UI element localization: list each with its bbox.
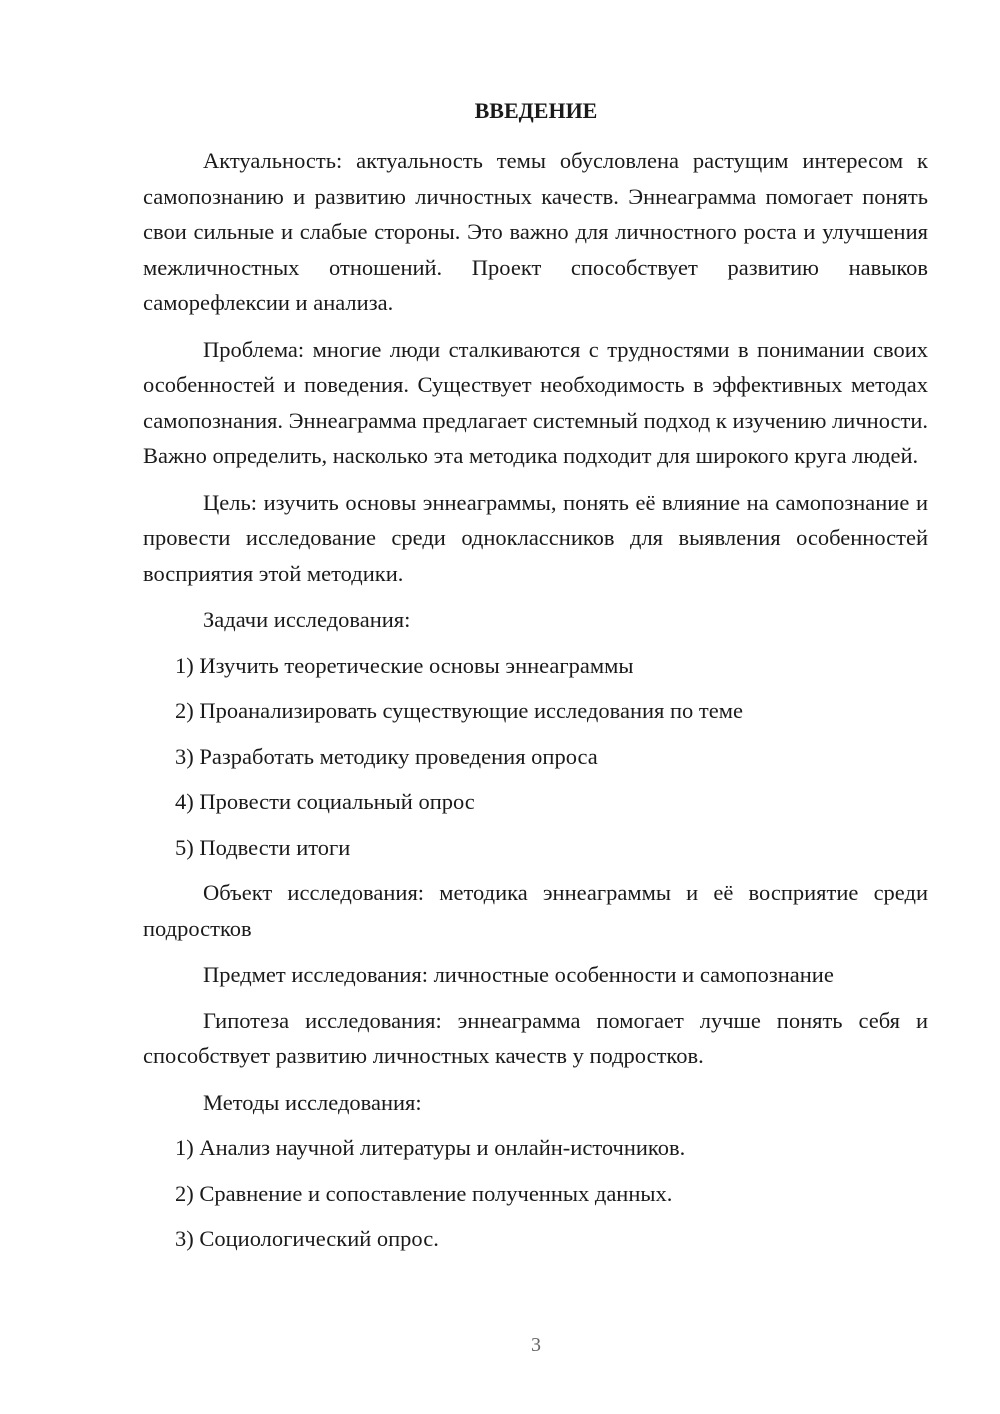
methods-heading: Методы исследования:: [203, 1089, 422, 1115]
goal-paragraph: Цель: изучить основы эннеаграммы, понять её влияние на самопознание и провести исследование среди одноклассников для выявления особенностей восприятия этой методики.: [143, 489, 928, 586]
problem-paragraph: Проблема: многие люди сталкиваются с трудностями в понимании своих особенностей и поведения. Существует необходимость в эффективных методах самопознания. Эннеаграмма предлагает системный подход к изучению личности. Важно определить, насколько эта методика подходит для широкого круга людей.: [143, 336, 928, 468]
subject-paragraph: Предмет исследования: личностные особенности и самопознание: [203, 962, 834, 987]
list-item: 3) Разработать методику проведения опроса: [175, 743, 598, 769]
document-body: [143, 143, 928, 1267]
methods-list: [143, 1130, 928, 1257]
tasks-list: [143, 648, 928, 866]
page-number: 3: [531, 1334, 541, 1356]
list-item: 3) Социологический опрос.: [175, 1226, 439, 1251]
relevance-paragraph: Актуальность: актуальность темы обусловлена растущим интересом к самопознанию и развитию личностных качеств. Эннеаграмма помогает понять свои сильные и слабые стороны. Это важно для личностного роста и улучшения межличностных отношений. Проект способствует развитию навыков саморефлексии и анализа.: [143, 148, 928, 315]
page-title: ВВЕДЕНИЕ: [474, 98, 598, 123]
list-item: 5) Подвести итоги: [175, 834, 351, 860]
tasks-heading: Задачи исследования:: [203, 607, 411, 632]
object-paragraph: Объект исследования: методика эннеаграммы и её восприятие среди подростков: [143, 880, 928, 941]
list-item: 2) Проанализировать существующие исследования по теме: [175, 698, 743, 723]
list-item: 1) Анализ научной литературы и онлайн-источников.: [175, 1135, 686, 1160]
list-item: 4) Провести социальный опрос: [175, 789, 475, 814]
list-item: 2) Сравнение и сопоставление полученных данных.: [175, 1180, 673, 1206]
hypothesis-paragraph: Гипотеза исследования: эннеаграмма помогает лучше понять себя и способствует развитию личностных качеств у подростков.: [143, 1007, 928, 1068]
list-item: 1) Изучить теоретические основы эннеаграммы: [175, 652, 634, 678]
